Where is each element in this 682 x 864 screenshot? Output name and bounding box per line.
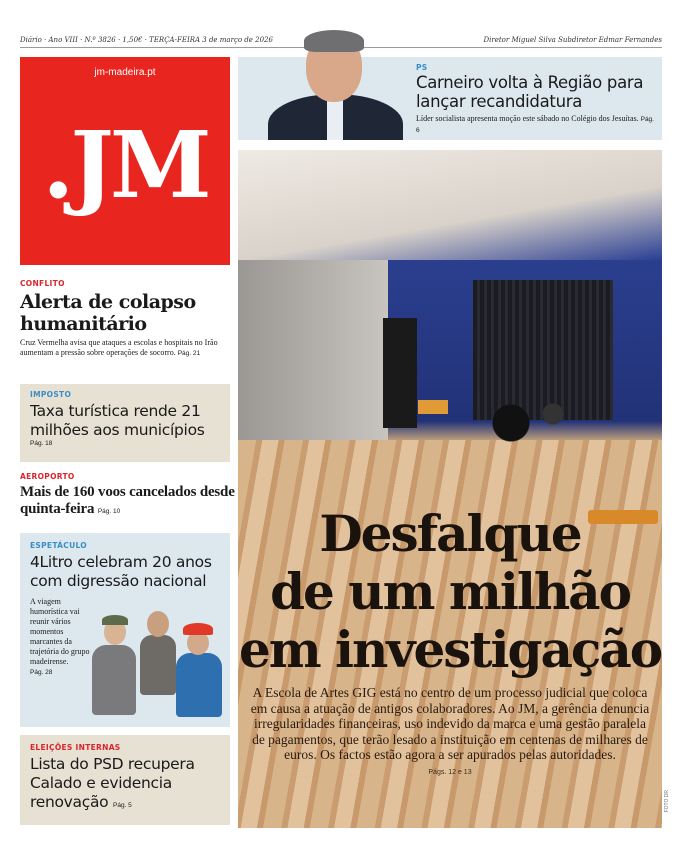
kicker: CONFLITO [20, 279, 65, 288]
chair [418, 400, 448, 414]
lead-text: A Escola de Artes GIG está no centro de um processo judicial que coloca em causa a atuação de antigos colaboradores. Ao JM, a gerência denuncia irregularidades financeiras, uso indevido da marca e uma gestão paralela de pagamentos, que terão lesado a instituição em centenas de milhares de euros. Os factos estão agora a ser apurados pelas autoridades. [250, 685, 650, 762]
kicker: ELEIÇÕES INTERNAS [30, 743, 121, 752]
story-espetaculo[interactable] [20, 533, 230, 727]
photo-credit: FOTO DR [664, 790, 670, 813]
story-title: Alerta de colapso humanitário [20, 291, 196, 335]
page-ref: Pág. 28 [30, 669, 53, 676]
portrait-photo [268, 28, 403, 140]
story-imposto[interactable] [20, 384, 230, 462]
story-aeroporto[interactable] [20, 472, 235, 520]
main-headline[interactable] [238, 505, 662, 679]
story-title: 4Litro celebram 20 anos com digressão nacional [30, 553, 212, 590]
kicker: ESPETÁCULO [30, 541, 87, 550]
kicker: IMPOSTO [30, 390, 72, 399]
drum-kit [463, 360, 583, 450]
story-conflito[interactable] [20, 279, 230, 359]
top-story-kicker: PS [416, 63, 428, 72]
page-ref: Págs. 12 e 13 [428, 768, 472, 776]
headline-line: em investigação [238, 620, 662, 679]
group-photo [92, 615, 224, 727]
staff-info: Diretor Miguel Silva Subdiretor Edmar Fernandes [483, 36, 662, 44]
story-title: Taxa turística rende 21 milhões aos municípios [30, 402, 205, 439]
story-summary: A viagem humorística vai reunir vários momentos marcantes da trajetória do grupo madeirense. [30, 597, 90, 666]
wall-panel [238, 260, 388, 440]
main-lead [238, 685, 662, 780]
page-ref: Pág. 10 [97, 508, 121, 515]
top-story-title: Carneiro volta à Região para lançar recandidatura [416, 73, 644, 111]
page-ref: Pág. 5 [113, 802, 132, 809]
story-summary: Cruz Vermelha avisa que ataques a escolas e hospitais no Irão aumentam a pressão sobre operações de socorro. [20, 338, 218, 357]
headline-line: Desfalque [319, 504, 581, 563]
headline-line: de um milhão [270, 562, 630, 621]
page-ref: Pág. 18 [30, 440, 53, 447]
logo-url: jm-madeira.pt [94, 67, 156, 78]
edition-info: Diário · Ano VIII · N.º 3826 · 1,50€ · TERÇA-FEIRA 3 de março de 2026 [20, 36, 273, 44]
top-story-summary: Líder socialista apresenta moção este sábado no Colégio dos Jesuítas. [416, 114, 639, 123]
story-title: Lista do PSD recupera Calado e evidencia renovação [30, 755, 195, 811]
ceiling [238, 150, 662, 260]
kicker: AEROPORTO [20, 472, 75, 481]
logo-text: .JM [42, 111, 208, 219]
top-story-page: Pág. 6 [416, 116, 654, 134]
page-ref: Pág. 21 [177, 350, 201, 357]
speaker [383, 318, 417, 428]
story-title: Mais de 160 voos cancelados desde quinta-feira [20, 484, 235, 517]
story-eleicoes[interactable] [20, 735, 230, 825]
jm-logo[interactable] [20, 57, 230, 265]
